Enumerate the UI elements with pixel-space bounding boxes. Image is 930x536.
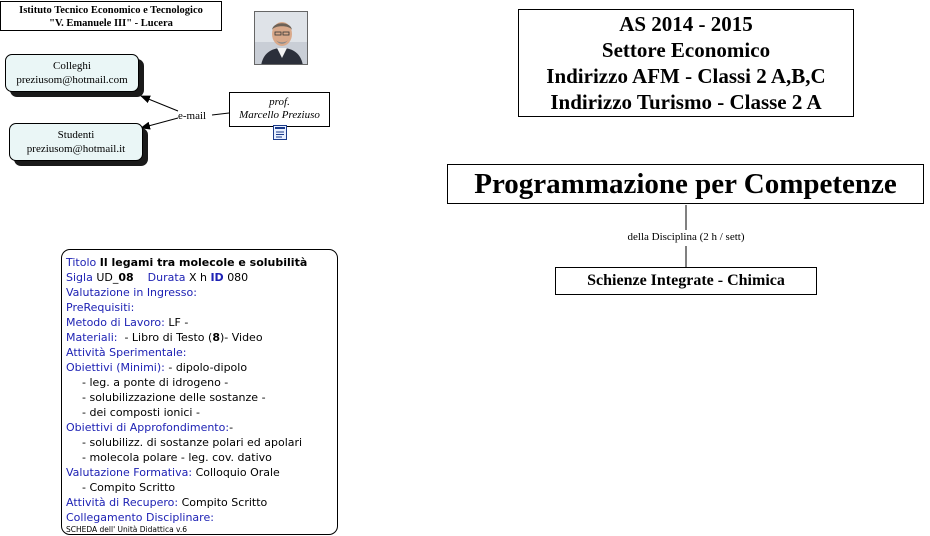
programmazione-title: Programmazione per Competenze (447, 164, 924, 204)
email-label: e-mail (178, 110, 207, 122)
line-prof-to-email (212, 113, 229, 115)
sigla-prefix: UD_ (96, 271, 119, 284)
card-row-titolo (66, 255, 337, 270)
metodo-label: Metodo di Lavoro: (66, 316, 165, 329)
studenti-email[interactable]: preziusom@hotmail.it (26, 143, 126, 155)
titolo-label: Titolo (66, 256, 97, 269)
card-row-metodo (66, 315, 337, 330)
val-formativa-value: Colloquio Orale (195, 466, 280, 479)
school-name-box (0, 1, 222, 31)
unit-card (61, 249, 338, 535)
card-row-recupero (66, 495, 337, 510)
discipline-link-label: della Disciplina (2 h / sett) (627, 231, 745, 243)
obiettivi-appr-label: Obiettivi di Approfondimento: (66, 421, 230, 434)
colleghi-label: Colleghi (53, 60, 91, 72)
materiali-label: Materiali: (66, 331, 118, 344)
contact-studenti (9, 123, 143, 161)
materiali-value-b: )- Video (219, 331, 263, 344)
sigla-number: 08 (118, 271, 134, 284)
sector: Settore Economico (601, 38, 771, 62)
titolo-value: Il legami tra molecole e solubilità (99, 256, 308, 269)
card-row-materiali (66, 330, 337, 345)
obiettivo-appr-2: - molecola polare - leg. cov. dativo (82, 451, 272, 464)
obiettivo-minimo-3: - solubilizzazione delle sostanze - (82, 391, 266, 404)
school-line-2: "V. Emanuele III" - Lucera (49, 18, 173, 29)
arrow-to-studenti (141, 118, 178, 128)
id-label: ID (210, 271, 224, 284)
attivita-sperimentale: Attività Sperimentale: (66, 346, 187, 359)
track-afm: Indirizzo AFM - Classi 2 A,B,C (546, 64, 826, 88)
obiettivo-minimo-2: - leg. a ponte di idrogeno - (82, 376, 229, 389)
course-header-box (518, 9, 854, 117)
teacher-photo (254, 11, 308, 65)
card-row-val-formativa (66, 465, 337, 480)
arrow-to-colleghi (141, 96, 178, 111)
colleghi-email[interactable]: preziusom@hotmail.com (16, 74, 128, 86)
card-row-obiettivi-minimi (66, 360, 337, 375)
obiettivi-minimi-label: Obiettivi (Minimi): (66, 361, 165, 374)
durata-label: Durata (147, 271, 186, 284)
card-row-obiettivi-appr (66, 420, 337, 435)
obiettivo-minimo-1: - dipolo-dipolo (168, 361, 248, 374)
school-line-1: Istituto Tecnico Economico e Tecnologico (19, 5, 203, 16)
metodo-value: LF - (168, 316, 189, 329)
collegamento-disciplinare: Collegamento Disciplinare: (66, 511, 214, 524)
note-icon[interactable] (273, 125, 287, 140)
teacher-title: prof. (269, 96, 290, 108)
obiettivi-appr-tail: - (229, 421, 234, 434)
track-turismo: Indirizzo Turismo - Classe 2 A (550, 90, 822, 114)
contact-colleghi (5, 54, 139, 92)
val-formativa-cont: - Compito Scritto (82, 481, 176, 494)
school-year: AS 2014 - 2015 (619, 12, 753, 36)
id-value: 080 (227, 271, 249, 284)
materiali-value-a: - Libro di Testo ( (124, 331, 213, 344)
sigla-label: Sigla (66, 271, 93, 284)
valutazione-ingresso: Valutazione in Ingresso: (66, 286, 197, 299)
card-footer: SCHEDA dell' Unità Didattica v.6 (66, 525, 188, 534)
card-row-sigla (66, 270, 337, 285)
subject-box: Schienze Integrate - Chimica (555, 267, 817, 295)
obiettivo-appr-1: - solubilizz. di sostanze polari ed apolari (82, 436, 303, 449)
materiali-number: 8 (212, 331, 220, 344)
recupero-value: Compito Scritto (181, 496, 268, 509)
teacher-box (229, 92, 330, 127)
durata-value: X h (188, 271, 207, 284)
obiettivo-minimo-4: - dei composti ionici - (82, 406, 200, 419)
studenti-label: Studenti (57, 129, 95, 141)
teacher-name: Marcello Preziuso (239, 109, 320, 121)
val-formativa-label: Valutazione Formativa: (66, 466, 193, 479)
prerequisiti: PreRequisiti: (66, 301, 135, 314)
recupero-label: Attività di Recupero: (66, 496, 179, 509)
